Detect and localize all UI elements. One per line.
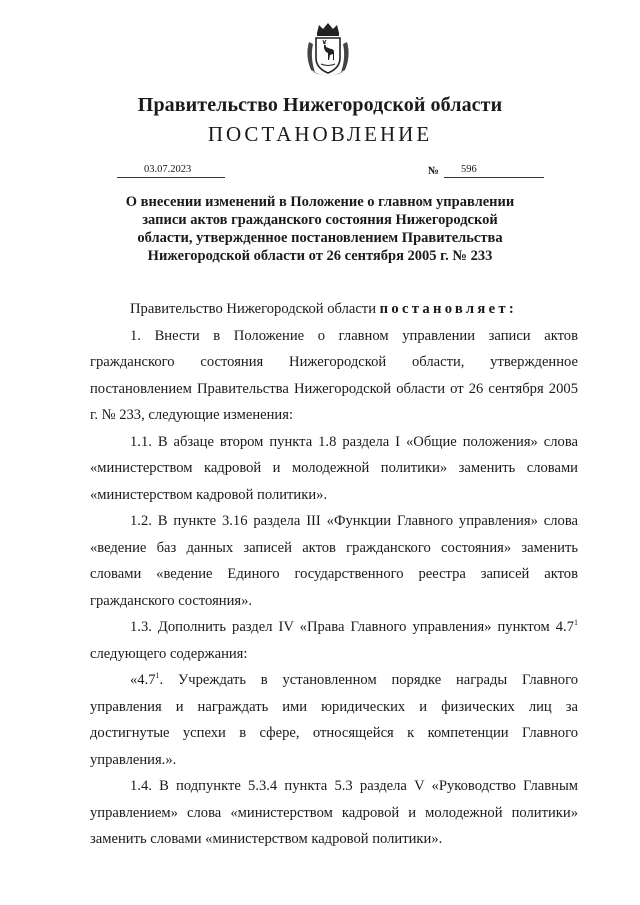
item-1-3-text-end: следующего содержания:	[90, 645, 248, 662]
document-number: 596	[444, 163, 544, 178]
preamble-text: Правительство Нижегородской области	[130, 301, 380, 317]
coat-of-arms-icon	[303, 22, 353, 78]
subject-line: Нижегородской области от 26 сентября 2005 г. № 233	[147, 248, 493, 264]
item-1-3-text: 1.3. Дополнить раздел IV «Права Главного управления» пунктом 4.7	[130, 619, 574, 635]
quote-paragraph	[90, 667, 578, 773]
document-type: ПОСТАНОВЛЕНИЕ	[207, 122, 433, 146]
preamble-paragraph	[90, 296, 578, 323]
document-body	[90, 296, 578, 853]
document-subject	[100, 193, 540, 265]
item-1-3-paragraph	[90, 614, 578, 667]
item-1-4-paragraph: 1.4. В подпункте 5.3.4 пункта 5.3 раздела V «Руководство Главным управлением» слова «министерством кадровой и молодежной политики» заменить словами «министерством кадровой политики».	[90, 778, 578, 847]
subject-line: О внесении изменений в Положение о главном управлении	[125, 194, 515, 210]
subject-line: записи актов гражданского состояния Нижегородской	[142, 212, 498, 228]
item-1-2-paragraph: 1.2. В пункте 3.16 раздела III «Функции Главного управления» слова «ведение баз данных записей актов гражданского состояния» заменить словами «ведение Единого государственного реестра записей актов гражданского состояния».	[90, 513, 578, 609]
quote-text: . Учреждать в установленном порядке награды Главного управления и награждать ими юридических и физических лиц за достигнутые успехи в сфере, относящейся к компетенции Главного управления.».	[90, 672, 578, 768]
superscript: 1	[574, 618, 578, 627]
item-1-paragraph: 1. Внести в Положение о главном управлении записи актов гражданского состояния Нижегородской области, утвержденное постановлением Правительства Нижегородской области от 26 сентября 2005 г. № 233, следующие изменения:	[90, 327, 578, 423]
item-1-1-paragraph: 1.1. В абзаце втором пункта 1.8 раздела I «Общие положения» слова «министерством кадровой и молодежной политики» заменить словами «министерством кадровой политики».	[90, 433, 578, 503]
preamble-action: постановляет:	[379, 301, 518, 317]
superscript: 1	[155, 671, 160, 680]
subject-line: области, утвержденное постановлением Правительства	[137, 230, 503, 246]
number-label: №	[428, 165, 440, 177]
quote-start: «4.7	[130, 672, 156, 688]
organization-title: Правительство Нижегородской области	[137, 94, 503, 116]
document-date: 03.07.2023	[117, 163, 225, 178]
